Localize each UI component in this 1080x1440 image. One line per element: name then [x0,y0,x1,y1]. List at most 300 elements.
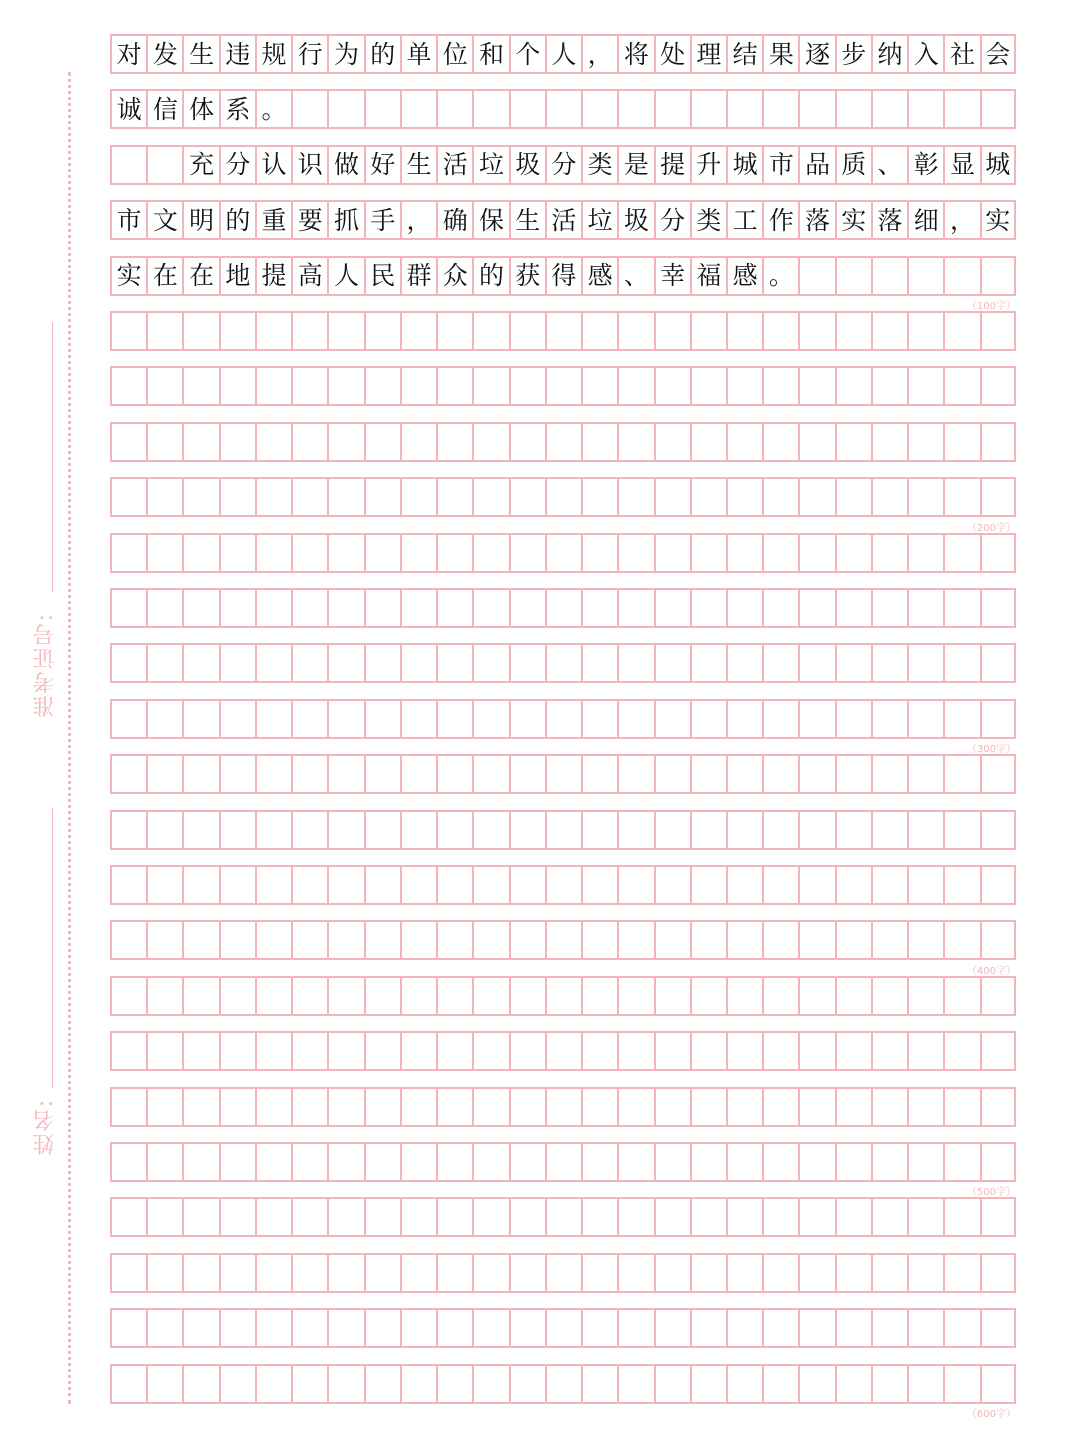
grid-cell [690,812,726,848]
grid-cell [146,701,182,737]
grid-cell [871,701,907,737]
grid-cell [400,424,436,460]
grid-row [110,865,1016,905]
grid-cell [255,978,291,1014]
grid-cell: 充 [182,147,218,183]
grid-cell [654,1199,690,1235]
grid-cell [943,479,979,515]
grid-cell [581,1144,617,1180]
grid-cell [327,645,363,681]
grid-cell [581,645,617,681]
grid-cell [690,1089,726,1125]
grid-cell [509,313,545,349]
grid-cell: 工 [726,202,762,238]
grid-cell [617,535,653,571]
grid-cell [255,812,291,848]
grid-cell [762,701,798,737]
grid-cell [436,1089,472,1125]
grid-cell [545,867,581,903]
grid-row [110,1142,1016,1182]
grid-cell: 规 [255,36,291,72]
grid-cell [871,590,907,626]
grid-cell [943,701,979,737]
grid-cell [400,922,436,958]
grid-cell [943,645,979,681]
grid-cell [762,313,798,349]
grid-cell [835,1089,871,1125]
grid-cell [835,922,871,958]
grid-cell [472,1366,508,1402]
grid-cell [654,424,690,460]
grid-cell: 显 [943,147,979,183]
grid-cell [980,978,1016,1014]
grid-cell [545,756,581,792]
grid-row [110,34,1016,74]
grid-cell [907,313,943,349]
grid-cell [255,479,291,515]
grid-cell [545,535,581,571]
grid-cell [436,1310,472,1346]
grid-cell [798,535,834,571]
grid-cell [943,867,979,903]
grid-cell [943,1199,979,1235]
grid-cell: 人 [327,258,363,294]
grid-cell [943,1089,979,1125]
grid-cell [291,91,327,127]
grid-cell [327,424,363,460]
grid-cell [509,867,545,903]
grid-row [110,533,1016,573]
grid-cell [980,1310,1016,1346]
grid-cell [654,701,690,737]
grid-cell [980,313,1016,349]
grid-cell: 感 [726,258,762,294]
grid-cell [291,1310,327,1346]
grid-cell: 处 [654,36,690,72]
grid-cell [364,1255,400,1291]
grid-cell [472,867,508,903]
grid-cell: 明 [182,202,218,238]
grid-cell [182,1199,218,1235]
grid-cell [146,1033,182,1069]
grid-cell [146,867,182,903]
grid-cell [545,479,581,515]
grid-cell: 发 [146,36,182,72]
grid-cell [726,812,762,848]
grid-cell [654,1255,690,1291]
grid-cell [400,1199,436,1235]
grid-cell [545,368,581,404]
grid-cell: 活 [436,147,472,183]
grid-cell [835,1366,871,1402]
grid-cell [726,91,762,127]
grid-cell [364,1366,400,1402]
grid-cell [980,922,1016,958]
grid-cell [581,1366,617,1402]
grid-cell [545,91,581,127]
grid-row [110,1087,1016,1127]
grid-cell [146,812,182,848]
grid-cell [327,1033,363,1069]
word-count-marker: （300字） [966,744,1016,756]
grid-cell [798,1199,834,1235]
grid-cell: 市 [762,147,798,183]
grid-cell [545,812,581,848]
grid-cell [291,424,327,460]
grid-row [110,89,1016,129]
word-count-marker: （100字） [966,301,1016,312]
grid-cell [690,1255,726,1291]
grid-cell [110,313,146,349]
grid-cell [509,424,545,460]
grid-cell [871,812,907,848]
grid-cell [182,1255,218,1291]
grid-cell [400,1033,436,1069]
grid-cell [182,479,218,515]
grid-cell [364,590,400,626]
grid-cell [907,258,943,294]
grid-cell [436,368,472,404]
grid-cell [364,535,400,571]
grid-cell [980,812,1016,848]
grid-cell [364,91,400,127]
grid-cell [255,1033,291,1069]
grid-cell: 分 [219,147,255,183]
grid-cell [110,535,146,571]
grid-cell: 获 [509,258,545,294]
grid-cell [545,1199,581,1235]
grid-cell [907,1366,943,1402]
grid-cell [980,91,1016,127]
binding-margin-dotted-line [68,72,71,1404]
grid-cell [980,368,1016,404]
grid-cell [690,1199,726,1235]
grid-cell [110,479,146,515]
grid-cell [871,91,907,127]
grid-cell [726,1310,762,1346]
grid-cell [581,1033,617,1069]
grid-cell [835,313,871,349]
grid-cell [110,978,146,1014]
grid-cell [219,313,255,349]
grid-cell [436,645,472,681]
grid-cell: 的 [472,258,508,294]
grid-cell [943,812,979,848]
grid-cell [798,1089,834,1125]
grid-cell [726,756,762,792]
grid-row [110,1253,1016,1293]
grid-cell [182,1366,218,1402]
grid-cell [798,867,834,903]
grid-cell [871,368,907,404]
grid-cell [219,1089,255,1125]
grid-cell [545,1310,581,1346]
grid-cell [617,645,653,681]
grid-cell: 信 [146,91,182,127]
grid-cell: 分 [545,147,581,183]
grid-cell [907,424,943,460]
grid-cell: 类 [581,147,617,183]
grid-cell [219,424,255,460]
grid-cell: 会 [980,36,1016,72]
grid-cell [907,978,943,1014]
name-label: 姓名: [33,1098,58,1156]
grid-cell [871,1033,907,1069]
grid-cell [327,590,363,626]
grid-cell [436,590,472,626]
grid-cell [798,756,834,792]
grid-cell [980,590,1016,626]
grid-cell [291,812,327,848]
grid-cell [617,756,653,792]
grid-cell [871,1144,907,1180]
grid-cell [472,1255,508,1291]
grid-row [110,1031,1016,1071]
grid-cell [835,258,871,294]
grid-cell [219,1255,255,1291]
grid-cell: 实 [835,202,871,238]
grid-cell [798,1255,834,1291]
grid-cell [943,1366,979,1402]
grid-cell [762,479,798,515]
grid-cell [726,1033,762,1069]
grid-cell [617,1089,653,1125]
grid-cell [400,701,436,737]
grid-cell: 众 [436,258,472,294]
grid-cell [617,1199,653,1235]
grid-cell [943,1310,979,1346]
grid-row [110,366,1016,406]
grid-cell [327,701,363,737]
grid-cell [436,978,472,1014]
grid-cell: 保 [472,202,508,238]
grid-cell [907,1089,943,1125]
grid-cell: 地 [219,258,255,294]
grid-cell [436,701,472,737]
grid-cell: 作 [762,202,798,238]
grid-cell [327,368,363,404]
grid-cell [182,1033,218,1069]
grid-cell: 为 [327,36,363,72]
grid-cell [690,867,726,903]
grid-cell [545,590,581,626]
grid-cell [291,368,327,404]
grid-cell: 得 [545,258,581,294]
grid-cell [690,701,726,737]
grid-cell [472,1033,508,1069]
grid-cell [182,590,218,626]
grid-cell [726,368,762,404]
grid-cell [146,1366,182,1402]
grid-cell [545,701,581,737]
grid-cell: 质 [835,147,871,183]
grid-cell [472,645,508,681]
grid-cell [726,701,762,737]
grid-cell: 落 [798,202,834,238]
grid-cell [581,812,617,848]
grid-cell: 活 [545,202,581,238]
grid-cell [798,91,834,127]
grid-cell [364,922,400,958]
grid-cell: 确 [436,202,472,238]
name-underline [52,808,53,1088]
grid-cell [255,756,291,792]
grid-cell [219,479,255,515]
grid-cell [798,368,834,404]
grid-row [110,588,1016,628]
grid-cell: 圾 [509,147,545,183]
grid-cell [327,1255,363,1291]
grid-cell [364,812,400,848]
grid-cell: 将 [617,36,653,72]
grid-cell: ， [581,36,617,72]
grid-cell [110,922,146,958]
grid-cell [255,1255,291,1291]
grid-cell [182,922,218,958]
grid-cell [943,922,979,958]
grid-cell [617,313,653,349]
grid-cell [472,424,508,460]
grid-cell: 识 [291,147,327,183]
grid-cell [219,701,255,737]
grid-cell [364,645,400,681]
grid-cell [798,1310,834,1346]
grid-cell: ， [400,202,436,238]
grid-cell [654,590,690,626]
grid-cell [654,1033,690,1069]
grid-cell [291,978,327,1014]
grid-cell [798,313,834,349]
grid-cell [182,424,218,460]
grid-cell [980,1144,1016,1180]
grid-cell [327,1199,363,1235]
grid-cell [146,535,182,571]
grid-cell [182,645,218,681]
grid-cell [509,978,545,1014]
grid-cell [617,1366,653,1402]
grid-cell [509,1366,545,1402]
grid-cell [436,756,472,792]
grid-cell: 体 [182,91,218,127]
grid-cell [581,313,617,349]
grid-cell [364,368,400,404]
grid-cell [545,424,581,460]
grid-cell [291,590,327,626]
word-count-marker: （500字） [966,1187,1016,1199]
grid-cell [291,479,327,515]
grid-cell [690,590,726,626]
grid-cell [110,645,146,681]
grid-cell [400,91,436,127]
grid-cell [798,1144,834,1180]
grid-cell [690,368,726,404]
grid-cell [871,1255,907,1291]
grid-cell [654,812,690,848]
grid-cell [581,424,617,460]
grid-cell [581,756,617,792]
grid-cell: 民 [364,258,400,294]
grid-cell [943,1033,979,1069]
grid-cell [907,1310,943,1346]
grid-cell [509,535,545,571]
grid-cell: 诚 [110,91,146,127]
grid-cell [291,922,327,958]
grid-cell [980,1366,1016,1402]
grid-cell: 行 [291,36,327,72]
grid-cell [146,479,182,515]
grid-cell [617,1310,653,1346]
grid-cell [364,1033,400,1069]
grid-cell [472,701,508,737]
grid-cell [255,368,291,404]
grid-cell [545,1144,581,1180]
grid-cell: 。 [762,258,798,294]
grid-cell: 文 [146,202,182,238]
grid-cell [110,368,146,404]
grid-cell [291,535,327,571]
grid-cell [726,978,762,1014]
grid-cell [726,922,762,958]
grid-cell [110,701,146,737]
grid-cell [726,535,762,571]
grid-cell [943,590,979,626]
grid-cell [327,812,363,848]
grid-cell [617,922,653,958]
grid-cell [400,1310,436,1346]
grid-cell [327,535,363,571]
grid-cell [327,313,363,349]
grid-cell [436,1366,472,1402]
grid-cell [400,590,436,626]
grid-cell [726,424,762,460]
grid-cell: 在 [182,258,218,294]
grid-cell: 城 [726,147,762,183]
grid-cell [219,1033,255,1069]
grid-cell [472,922,508,958]
grid-cell: 入 [907,36,943,72]
grid-cell [907,1255,943,1291]
grid-cell: 和 [472,36,508,72]
grid-cell [798,424,834,460]
grid-cell [762,424,798,460]
grid-cell [871,978,907,1014]
grid-cell [690,1366,726,1402]
grid-cell [871,479,907,515]
grid-cell [436,1144,472,1180]
grid-row [110,920,1016,960]
grid-cell [327,1089,363,1125]
grid-cell: 、 [871,147,907,183]
grid-cell [726,1199,762,1235]
grid-cell [617,978,653,1014]
grid-cell [327,1366,363,1402]
grid-cell [219,756,255,792]
grid-cell [436,91,472,127]
grid-cell [146,147,182,183]
grid-cell [581,922,617,958]
grid-cell [219,1310,255,1346]
grid-cell [726,1366,762,1402]
grid-cell [472,1199,508,1235]
grid-cell [835,1033,871,1069]
grid-cell [835,1144,871,1180]
grid-cell [219,1199,255,1235]
grid-cell [110,756,146,792]
grid-cell [654,645,690,681]
grid-cell [835,1310,871,1346]
grid-cell [146,424,182,460]
grid-cell [762,1366,798,1402]
